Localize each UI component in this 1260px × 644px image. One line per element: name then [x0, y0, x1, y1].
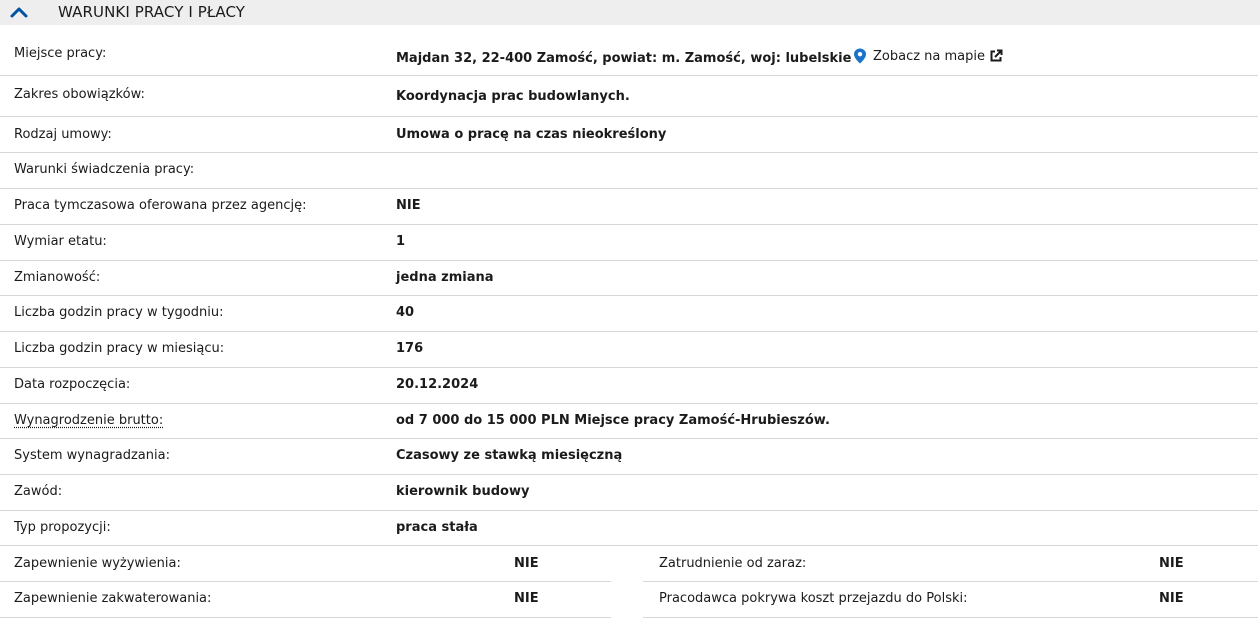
value-zapewnienie-zakwaterowania: NIE: [514, 591, 539, 606]
label-godziny-tydzien: Liczba godzin pracy w tygodniu:: [14, 305, 224, 320]
value-zapewnienie-wyzywienia: NIE: [514, 556, 539, 571]
value-zawod: kierownik budowy: [396, 484, 530, 499]
row-rodzaj-umowy: [0, 117, 1258, 153]
map-link[interactable]: [853, 48, 1003, 64]
section-title: WARUNKI PRACY I PŁACY: [58, 3, 246, 21]
label-rodzaj-umowy: Rodzaj umowy:: [14, 127, 112, 142]
chevron-up-icon[interactable]: [9, 4, 29, 20]
map-link-label[interactable]: Zobacz na mapie: [873, 48, 986, 64]
label-godziny-miesiac: Liczba godzin pracy w miesiącu:: [14, 341, 225, 356]
value-godziny-tydzien: 40: [396, 305, 415, 320]
label-miejsce-pracy: Miejsce pracy:: [14, 46, 107, 61]
row-system-wynagradzania: [0, 439, 1258, 475]
label-zapewnienie-wyzywienia: Zapewnienie wyżywienia:: [14, 556, 181, 571]
value-koszt-przejazdu: NIE: [1159, 591, 1184, 606]
label-data-rozpoczecia: Data rozpoczęcia:: [14, 377, 131, 392]
external-link-icon: [989, 49, 1003, 63]
label-zakres-obowiazkow: Zakres obowiązków:: [14, 87, 145, 102]
row-praca-tymczasowa: [0, 189, 1258, 225]
label-zmianowosc: Zmianowość:: [14, 270, 101, 285]
value-data-rozpoczecia: 20.12.2024: [396, 377, 479, 392]
row-typ-propozycji: [0, 511, 1258, 546]
value-godziny-miesiac: 176: [396, 341, 424, 356]
row-wymiar-etatu: [0, 225, 1258, 261]
label-wymiar-etatu: Wymiar etatu:: [14, 234, 107, 249]
value-wymiar-etatu: 1: [396, 234, 406, 249]
row-miejsce-pracy: [0, 38, 1258, 76]
value-rodzaj-umowy: Umowa o pracę na czas nieokreślony: [396, 127, 667, 142]
label-zawod: Zawód:: [14, 484, 63, 499]
row-zmianowosc: [0, 261, 1258, 296]
label-typ-propozycji: Typ propozycji:: [14, 520, 111, 535]
row-wynagrodzenie: [0, 404, 1258, 439]
half-row-od-zaraz: [643, 546, 1258, 582]
value-praca-tymczasowa: NIE: [396, 198, 421, 213]
label-zatrudnienie-od-zaraz: Zatrudnienie od zaraz:: [659, 556, 807, 571]
label-praca-tymczasowa: Praca tymczasowa oferowana przez agencję:: [14, 198, 307, 213]
value-zatrudnienie-od-zaraz: NIE: [1159, 556, 1184, 571]
section-header[interactable]: [0, 0, 1260, 25]
label-zapewnienie-zakwaterowania: Zapewnienie zakwaterowania:: [14, 591, 212, 606]
value-system-wynagradzania: Czasowy ze stawką miesięczną: [396, 448, 623, 463]
value-wynagrodzenie: od 7 000 do 15 000 PLN Miejsce pracy Zamość-Hrubieszów.: [396, 413, 830, 428]
label-wynagrodzenie[interactable]: Wynagrodzenie brutto:: [14, 413, 164, 428]
row-zakres-obowiazkow: [0, 76, 1258, 117]
label-koszt-przejazdu: Pracodawca pokrywa koszt przejazdu do Polski:: [659, 591, 968, 606]
value-miejsce-pracy: Majdan 32, 22-400 Zamość, powiat: m. Zamość, woj: lubelskie: [396, 51, 852, 66]
label-warunki-swiadczenia: Warunki świadczenia pracy:: [14, 162, 195, 177]
label-system-wynagradzania: System wynagradzania:: [14, 448, 170, 463]
row-data-rozpoczecia: [0, 368, 1258, 404]
row-godziny-tydzien: [0, 296, 1258, 332]
value-zakres-obowiazkow: Koordynacja prac budowlanych.: [396, 89, 630, 104]
row-warunki-swiadczenia: [0, 153, 1258, 189]
half-row-wyzywienia: [0, 546, 611, 582]
value-zmianowosc: jedna zmiana: [396, 270, 494, 285]
row-zawod: [0, 475, 1258, 511]
row-godziny-miesiac: [0, 332, 1258, 368]
half-row-zakwaterowania: [0, 582, 611, 618]
half-row-przejazd: [643, 582, 1258, 618]
value-typ-propozycji: praca stała: [396, 520, 478, 535]
map-pin-icon: [853, 48, 867, 64]
